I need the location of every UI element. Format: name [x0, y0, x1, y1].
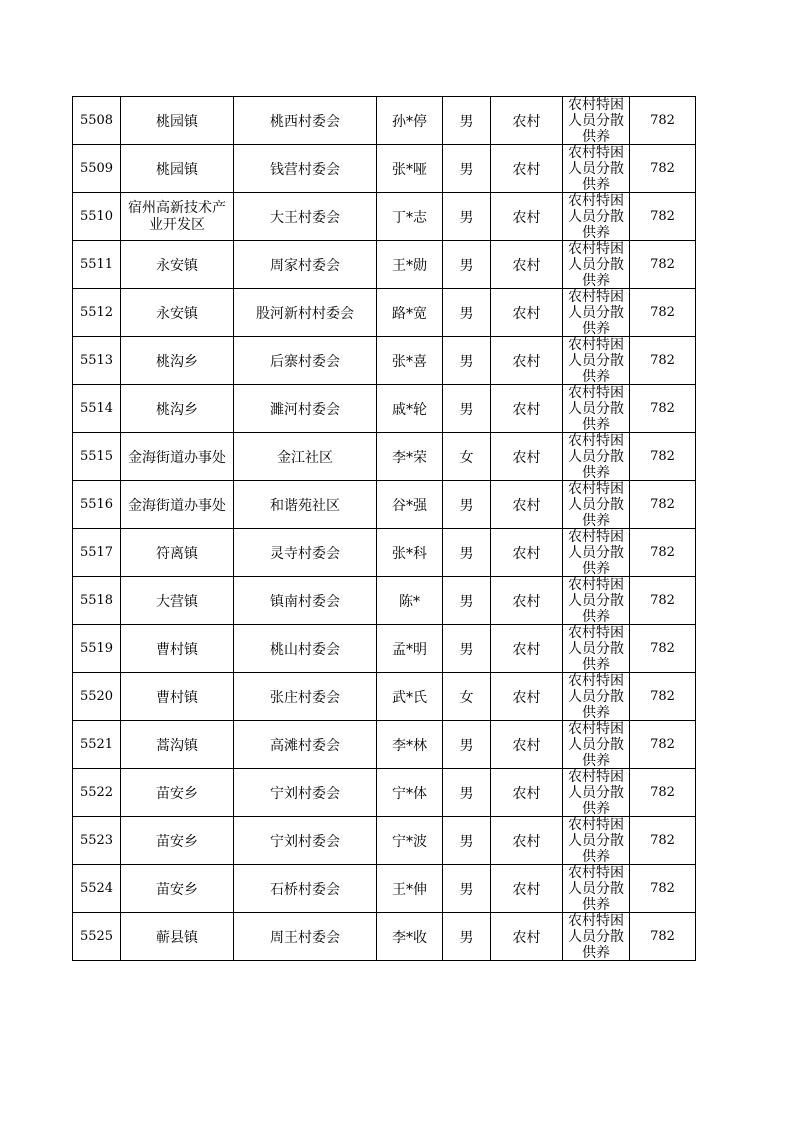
row-id-cell: 5525	[73, 913, 121, 961]
row-id-cell: 5518	[73, 577, 121, 625]
name-cell: 张*哑	[377, 145, 443, 193]
name-cell: 戚*轮	[377, 385, 443, 433]
town-cell: 蒿沟镇	[121, 721, 234, 769]
row-id-cell: 5513	[73, 337, 121, 385]
village-cell: 大王村委会	[234, 193, 377, 241]
category-text: 农村特困人员分散供养	[568, 385, 624, 432]
category-text: 农村特困人员分散供养	[568, 97, 624, 144]
village-cell: 镇南村委会	[234, 577, 377, 625]
name-cell: 李*收	[377, 913, 443, 961]
category-text: 农村特困人员分散供养	[568, 577, 624, 624]
town-cell: 桃园镇	[121, 97, 234, 145]
town-cell: 桃沟乡	[121, 337, 234, 385]
category-cell	[563, 673, 630, 721]
category-text: 农村特困人员分散供养	[568, 913, 624, 960]
town-cell: 苗安乡	[121, 817, 234, 865]
town-cell: 金海街道办事处	[121, 433, 234, 481]
gender-cell: 男	[443, 289, 491, 337]
table-row	[73, 337, 696, 385]
category-cell	[563, 721, 630, 769]
category-text: 农村特困人员分散供养	[568, 193, 624, 240]
category-cell	[563, 913, 630, 961]
village-cell: 石桥村委会	[234, 865, 377, 913]
category-text: 农村特困人员分散供养	[568, 289, 624, 336]
area-cell: 农村	[491, 673, 563, 721]
area-cell: 农村	[491, 769, 563, 817]
area-cell: 农村	[491, 721, 563, 769]
row-id-cell: 5509	[73, 145, 121, 193]
category-text: 农村特困人员分散供养	[568, 433, 624, 480]
category-cell	[563, 817, 630, 865]
village-cell: 周家村委会	[234, 241, 377, 289]
name-cell: 宁*波	[377, 817, 443, 865]
row-id-cell: 5523	[73, 817, 121, 865]
village-cell: 桃山村委会	[234, 625, 377, 673]
amount-cell: 782	[630, 289, 696, 337]
table-row	[73, 97, 696, 145]
amount-cell: 782	[630, 865, 696, 913]
category-text: 农村特困人员分散供养	[568, 529, 624, 576]
category-text: 农村特困人员分散供养	[568, 769, 624, 816]
amount-cell: 782	[630, 385, 696, 433]
row-id-cell: 5508	[73, 97, 121, 145]
area-cell: 农村	[491, 481, 563, 529]
town-cell: 曹村镇	[121, 673, 234, 721]
amount-cell: 782	[630, 769, 696, 817]
row-id-cell: 5521	[73, 721, 121, 769]
area-cell: 农村	[491, 913, 563, 961]
category-cell	[563, 193, 630, 241]
town-cell: 苗安乡	[121, 769, 234, 817]
name-cell: 王*勋	[377, 241, 443, 289]
area-cell: 农村	[491, 193, 563, 241]
table-row	[73, 769, 696, 817]
name-cell: 张*喜	[377, 337, 443, 385]
gender-cell: 男	[443, 337, 491, 385]
gender-cell: 女	[443, 433, 491, 481]
name-cell: 谷*强	[377, 481, 443, 529]
area-cell: 农村	[491, 865, 563, 913]
area-cell: 农村	[491, 529, 563, 577]
row-id-cell: 5516	[73, 481, 121, 529]
town-cell: 大营镇	[121, 577, 234, 625]
table-row	[73, 289, 696, 337]
category-cell	[563, 529, 630, 577]
row-id-cell: 5514	[73, 385, 121, 433]
category-cell	[563, 97, 630, 145]
gender-cell: 男	[443, 97, 491, 145]
row-id-cell: 5519	[73, 625, 121, 673]
area-cell: 农村	[491, 241, 563, 289]
category-text: 农村特困人员分散供养	[568, 625, 624, 672]
table-row	[73, 721, 696, 769]
village-cell: 周王村委会	[234, 913, 377, 961]
amount-cell: 782	[630, 721, 696, 769]
amount-cell: 782	[630, 481, 696, 529]
category-text: 农村特困人员分散供养	[568, 673, 624, 720]
category-cell	[563, 481, 630, 529]
village-cell: 金江社区	[234, 433, 377, 481]
table-row	[73, 577, 696, 625]
table-row	[73, 865, 696, 913]
records-table	[72, 96, 696, 961]
amount-cell: 782	[630, 577, 696, 625]
gender-cell: 男	[443, 769, 491, 817]
category-text: 农村特困人员分散供养	[568, 241, 624, 288]
category-cell	[563, 241, 630, 289]
row-id-cell: 5520	[73, 673, 121, 721]
area-cell: 农村	[491, 145, 563, 193]
gender-cell: 男	[443, 385, 491, 433]
village-cell: 桃西村委会	[234, 97, 377, 145]
name-cell: 李*荣	[377, 433, 443, 481]
town-text: 宿州高新技术产业开发区	[128, 199, 226, 233]
amount-cell: 782	[630, 529, 696, 577]
category-text: 农村特困人员分散供养	[568, 865, 624, 912]
village-cell: 高滩村委会	[234, 721, 377, 769]
name-cell: 李*林	[377, 721, 443, 769]
area-cell: 农村	[491, 385, 563, 433]
row-id-cell: 5512	[73, 289, 121, 337]
town-cell: 永安镇	[121, 289, 234, 337]
gender-cell: 男	[443, 625, 491, 673]
table-row	[73, 385, 696, 433]
amount-cell: 782	[630, 913, 696, 961]
area-cell: 农村	[491, 289, 563, 337]
row-id-cell: 5517	[73, 529, 121, 577]
gender-cell: 男	[443, 193, 491, 241]
village-cell: 后寨村委会	[234, 337, 377, 385]
village-cell: 张庄村委会	[234, 673, 377, 721]
category-text: 农村特困人员分散供养	[568, 721, 624, 768]
table-row	[73, 481, 696, 529]
name-cell: 陈*	[377, 577, 443, 625]
category-cell	[563, 289, 630, 337]
area-cell: 农村	[491, 433, 563, 481]
gender-cell: 男	[443, 721, 491, 769]
area-cell: 农村	[491, 817, 563, 865]
area-cell: 农村	[491, 97, 563, 145]
gender-cell: 女	[443, 673, 491, 721]
name-cell: 路*宽	[377, 289, 443, 337]
town-cell: 苗安乡	[121, 865, 234, 913]
table-row	[73, 529, 696, 577]
category-text: 农村特困人员分散供养	[568, 337, 624, 384]
row-id-cell: 5522	[73, 769, 121, 817]
village-cell: 濉河村委会	[234, 385, 377, 433]
gender-cell: 男	[443, 241, 491, 289]
category-cell	[563, 385, 630, 433]
table-row	[73, 193, 696, 241]
area-cell: 农村	[491, 337, 563, 385]
category-cell	[563, 769, 630, 817]
name-cell: 武*氏	[377, 673, 443, 721]
village-cell: 钱营村委会	[234, 145, 377, 193]
amount-cell: 782	[630, 673, 696, 721]
amount-cell: 782	[630, 625, 696, 673]
table-row	[73, 817, 696, 865]
village-cell: 宁刘村委会	[234, 817, 377, 865]
table-row	[73, 673, 696, 721]
village-cell: 宁刘村委会	[234, 769, 377, 817]
row-id-cell: 5524	[73, 865, 121, 913]
amount-cell: 782	[630, 145, 696, 193]
town-cell: 桃沟乡	[121, 385, 234, 433]
name-cell: 丁*志	[377, 193, 443, 241]
table-row	[73, 625, 696, 673]
category-cell	[563, 625, 630, 673]
area-cell: 农村	[491, 625, 563, 673]
table-row	[73, 913, 696, 961]
amount-cell: 782	[630, 193, 696, 241]
row-id-cell: 5510	[73, 193, 121, 241]
category-cell	[563, 145, 630, 193]
gender-cell: 男	[443, 577, 491, 625]
table-row	[73, 145, 696, 193]
row-id-cell: 5511	[73, 241, 121, 289]
village-cell: 股河新村村委会	[234, 289, 377, 337]
town-cell: 符离镇	[121, 529, 234, 577]
table-row	[73, 433, 696, 481]
table-row	[73, 241, 696, 289]
category-text: 农村特困人员分散供养	[568, 145, 624, 192]
town-cell: 桃园镇	[121, 145, 234, 193]
town-cell: 永安镇	[121, 241, 234, 289]
amount-cell: 782	[630, 97, 696, 145]
amount-cell: 782	[630, 337, 696, 385]
category-text: 农村特困人员分散供养	[568, 481, 624, 528]
gender-cell: 男	[443, 817, 491, 865]
name-cell: 王*伸	[377, 865, 443, 913]
category-cell	[563, 577, 630, 625]
row-id-cell: 5515	[73, 433, 121, 481]
area-cell: 农村	[491, 577, 563, 625]
town-cell: 蕲县镇	[121, 913, 234, 961]
amount-cell: 782	[630, 241, 696, 289]
category-cell	[563, 433, 630, 481]
village-cell: 和谐苑社区	[234, 481, 377, 529]
gender-cell: 男	[443, 145, 491, 193]
amount-cell: 782	[630, 433, 696, 481]
name-cell: 孙*停	[377, 97, 443, 145]
amount-cell: 782	[630, 817, 696, 865]
name-cell: 宁*体	[377, 769, 443, 817]
gender-cell: 男	[443, 913, 491, 961]
table-body	[73, 97, 696, 961]
town-cell	[121, 193, 234, 241]
town-cell: 曹村镇	[121, 625, 234, 673]
town-cell: 金海街道办事处	[121, 481, 234, 529]
name-cell: 孟*明	[377, 625, 443, 673]
name-cell: 张*科	[377, 529, 443, 577]
gender-cell: 男	[443, 529, 491, 577]
gender-cell: 男	[443, 481, 491, 529]
category-cell	[563, 865, 630, 913]
gender-cell: 男	[443, 865, 491, 913]
category-text: 农村特困人员分散供养	[568, 817, 624, 864]
village-cell: 灵寺村委会	[234, 529, 377, 577]
category-cell	[563, 337, 630, 385]
